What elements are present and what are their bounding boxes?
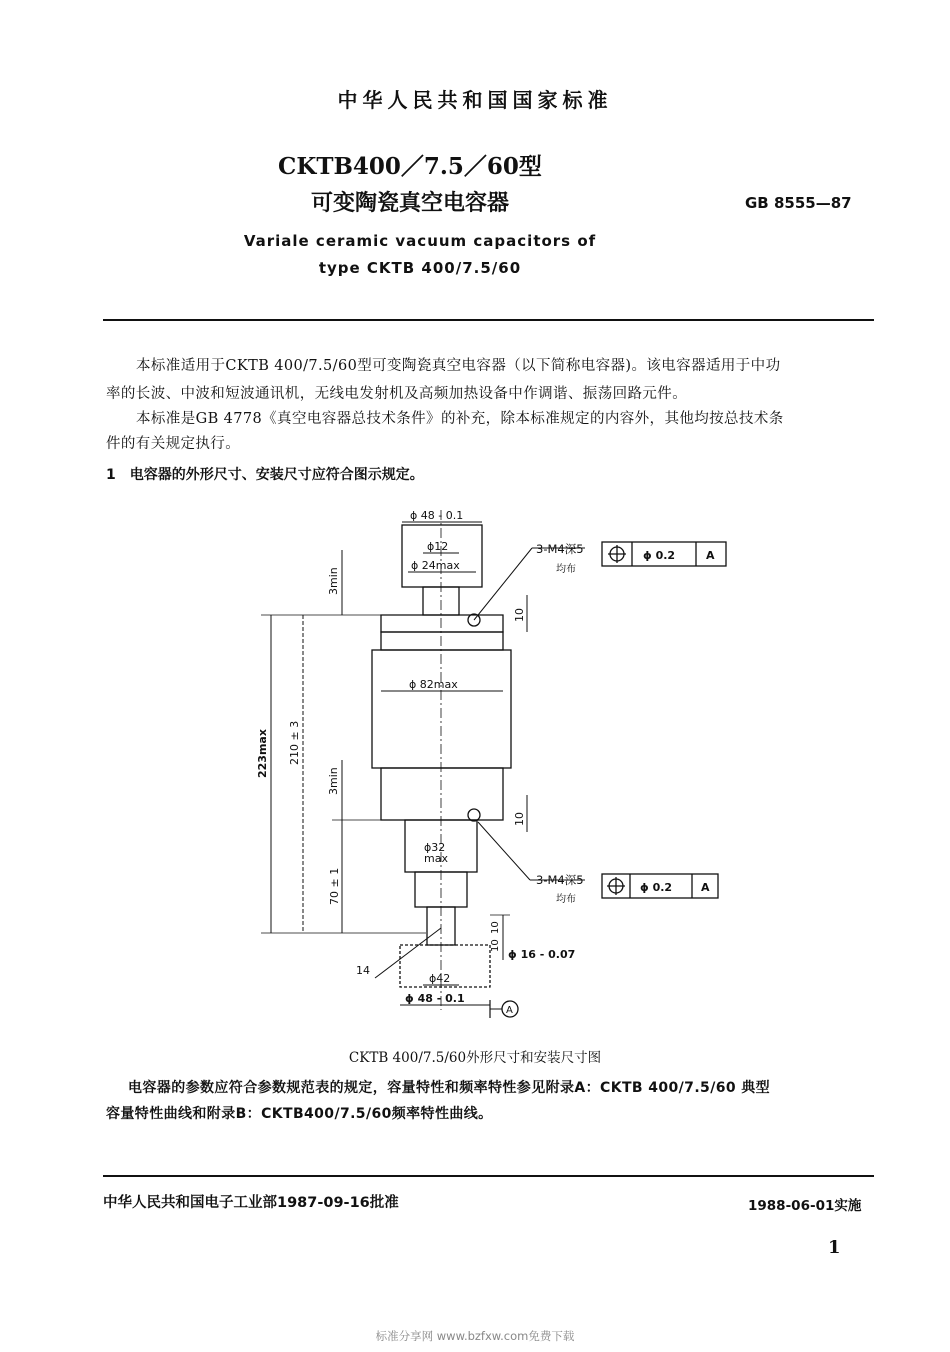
title-english-line1: Variale ceramic vacuum capacitors of [243, 232, 597, 250]
para-2-line1: 本标准是GB 4778《真空电容器总技术条件》的补充，除本标准规定的内容外，其他均按总技术条 [136, 411, 784, 427]
ceramic-body [372, 650, 511, 768]
dim-h10-a: 10 [490, 921, 501, 934]
upper-collar [381, 632, 503, 650]
title-model: CKTB400／7.5／60型 [278, 153, 542, 180]
dim-d24: ϕ 24max [411, 559, 460, 572]
footer-rule [103, 1175, 874, 1177]
dim-d32-max: max [424, 852, 448, 865]
dim-h10-mid: 10 [513, 812, 526, 826]
para-2-line2: 件的有关规定执行。 [106, 436, 241, 452]
dim-h70: 70 ± 1 [328, 867, 341, 905]
section-1-heading: 1 电容器的外形尺寸、安装尺寸应符合图示规定。 [106, 467, 424, 483]
dim-d42: ϕ42 [429, 972, 451, 985]
dim-h10-top: 10 [513, 608, 526, 622]
dim-s14: 14 [356, 964, 370, 977]
issuer-header: 中华人民共和国国家标准 [337, 88, 613, 112]
dim-h3-top: 3min [327, 567, 340, 595]
upper-flange [381, 615, 503, 632]
tol-datum-top: A [706, 549, 715, 562]
para-3-line2: 容量特性曲线和附录B：CKTB400/7.5/60频率特性曲线。 [106, 1106, 493, 1122]
thread-note-bottom: 均布 [556, 894, 576, 905]
dim-d32: ϕ32 [424, 841, 446, 854]
para-1-line2: 率的长波、中波和短波通讯机，无线电发射机及高频加热设备中作调谐、振荡回路元件。 [106, 386, 688, 402]
para-3-line1: 电容器的参数应符合参数规范表的规定，容量特性和频率特性参见附录A：CKTB 400/7.5/60 典型 [128, 1080, 771, 1096]
tol-value-top: ϕ 0.2 [643, 549, 676, 562]
dim-h223: 223max [256, 729, 269, 778]
page-number: 1 [828, 1237, 841, 1258]
dim-d82: ϕ 82max [409, 678, 458, 691]
dim-d16: ϕ 16 - 0.07 [508, 948, 576, 961]
thread-note-top: 均布 [556, 564, 576, 575]
thread-spec-bottom: 3-M4深5 [536, 873, 584, 887]
dim-d48-bottom: ϕ 48 - 0.1 [405, 992, 465, 1005]
para-1-line1: 本标准适用于CKTB 400/7.5/60型可变陶瓷真空电容器（以下简称电容器)。该电容器适用于中功 [136, 358, 781, 374]
bottom-hole-symbol [468, 809, 480, 821]
lower-collar [381, 768, 503, 820]
dim-d12: ϕ12 [427, 540, 449, 553]
datum-circle-label: A [506, 1005, 513, 1016]
dim-d48-top: ϕ 48 - 0.1 [410, 509, 464, 522]
thread-spec-top: 3-M4深5 [536, 542, 584, 556]
title-english-line2: type CKTB 400/7.5/60 [318, 259, 522, 277]
figure-caption: CKTB 400/7.5/60外形尺寸和安装尺寸图 [348, 1050, 602, 1066]
watermark-text: 标准分享网 www.bzfxw.com免费下载 [375, 1329, 575, 1343]
top-terminal [402, 525, 482, 587]
standard-number: GB 8555—87 [745, 194, 852, 212]
dim-h10-b: 10 [490, 939, 501, 952]
tol-datum-bottom: A [701, 881, 710, 894]
title-name: 可变陶瓷真空电容器 [310, 191, 509, 216]
effective-date: 1988-06-01实施 [748, 1198, 862, 1214]
dim-h210: 210 ± 3 [288, 720, 301, 765]
approval-line: 中华人民共和国电子工业部1987-09-16批准 [103, 1195, 399, 1211]
dim-h3-mid: 3min [327, 767, 340, 795]
tol-value-bottom: ϕ 0.2 [640, 881, 673, 894]
